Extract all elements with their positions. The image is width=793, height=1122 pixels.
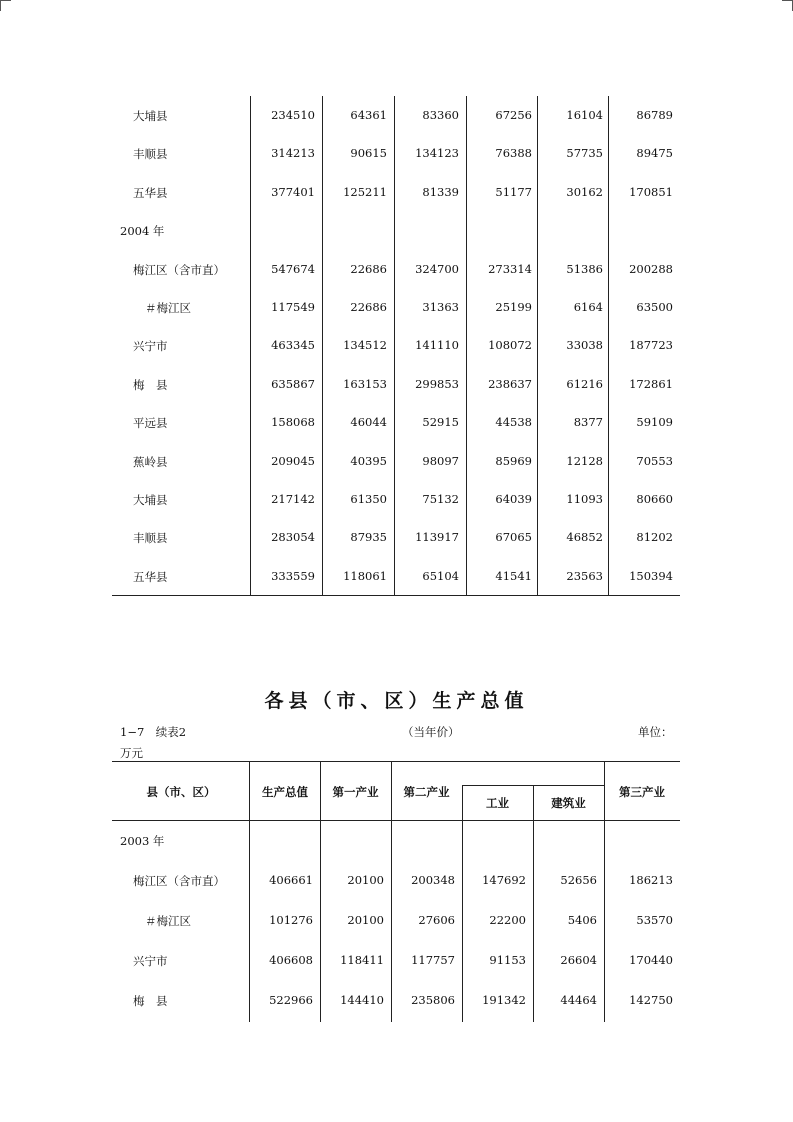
column-divider [394,96,395,595]
table-cell: 118061 [343,568,387,583]
row-label: ＃梅江区 [145,301,191,315]
table-cell: 81339 [422,184,459,199]
table-cell: 170440 [629,953,673,967]
table-cell: 86789 [636,108,673,122]
table-cell: 333559 [271,568,315,583]
table-cell: 5406 [567,913,597,927]
row-label: 兴宁市 [133,339,168,354]
column-divider [391,761,392,1022]
table-cell: 147692 [482,873,526,887]
table-cell: 134512 [343,338,387,353]
page-title: 各县（市、区）生产总值 [264,690,529,712]
row-label: 丰顺县 [133,147,168,162]
row-label: 五华县 [133,569,168,584]
table-cell: 61216 [566,376,603,391]
table-cell: 170851 [629,184,673,199]
header-county: 县（市、区） [146,785,216,799]
price-note: （当年价） [402,725,460,739]
table-cell: 141110 [415,338,459,353]
column-divider [466,96,467,595]
table-cell: 70553 [636,453,673,468]
table-cell: 406661 [269,873,313,887]
table-cell: 40395 [350,453,387,468]
header-secondary: 第二产业 [403,785,450,799]
table-number: 1−7 续表2 [120,725,187,739]
table-cell: 64361 [350,108,387,122]
header-bottom-rule [112,820,680,821]
table-cell: 90615 [350,146,387,161]
table-cell: 118411 [340,953,384,967]
table-cell: 53570 [636,913,673,927]
table-cell: 83360 [422,108,459,122]
table-cell: 64039 [495,492,532,506]
row-label: 丰顺县 [133,531,168,546]
table-top-rule [112,761,680,762]
table-cell: 67256 [495,108,532,122]
table-cell: 51386 [566,261,603,276]
table-cell: 299853 [415,376,459,391]
table-cell: 273314 [488,261,532,276]
table-cell: 51177 [495,184,532,199]
table-cell: 217142 [271,492,315,506]
table-cell: 324700 [415,261,459,276]
column-divider [320,761,321,1022]
table-cell: 11093 [566,492,603,506]
column-divider [249,761,250,1022]
table-cell: 142750 [629,993,673,1007]
table-cell: 463345 [271,338,315,353]
table-cell: 163153 [343,376,387,391]
table-cell: 75132 [422,492,459,506]
table-cell: 101276 [269,913,313,927]
table-cell: 25199 [495,300,532,314]
row-label: 梅 县 [133,377,168,392]
table-cell: 200348 [411,873,455,887]
table-cell: 125211 [343,184,387,199]
table-cell: 65104 [422,568,459,583]
table-cell: 59109 [636,415,673,430]
row-label: 梅江区（含市直） [133,262,225,277]
table-cell: 522966 [269,993,313,1007]
table-cell: 238637 [488,376,532,391]
row-label: 梅 县 [133,994,168,1008]
header-gdp: 生产总值 [262,785,308,799]
table-cell: 191342 [482,993,526,1007]
table-cell: 406608 [269,953,313,967]
row-label: 大埔县 [133,493,168,507]
row-label: 平远县 [133,416,168,431]
page-corner-mark [0,0,11,11]
table-cell: 158068 [271,415,315,430]
table-cell: 41541 [495,568,532,583]
table-cell: 81202 [636,530,673,545]
column-divider [608,96,609,595]
table-cell: 44464 [560,993,597,1007]
header-industry: 工业 [486,796,509,810]
column-divider [533,785,534,1022]
table-cell: 46852 [566,530,603,545]
table-cell: 52915 [422,415,459,430]
table-cell: 547674 [271,261,315,276]
table-cell: 63500 [636,300,673,314]
header-primary: 第一产业 [332,785,379,799]
table-cell: 22686 [350,261,387,276]
unit-value: 万元 [120,746,143,760]
table-cell: 30162 [566,184,603,199]
table-cell: 52656 [560,873,597,887]
column-divider [462,785,463,1022]
table-cell: 234510 [271,108,315,122]
year-label: 2004 年 [120,224,165,239]
table-cell: 91153 [489,953,526,967]
row-label: 梅江区（含市直） [133,874,225,888]
table-cell: 200288 [629,261,673,276]
table-cell: 117757 [411,953,455,967]
table-cell: 87935 [350,530,387,545]
table-cell: 57735 [566,146,603,161]
table-cell: 85969 [495,453,532,468]
table-cell: 134123 [415,146,459,161]
table-cell: 209045 [271,453,315,468]
table-cell: 635867 [271,376,315,391]
header-tertiary: 第三产业 [619,785,665,799]
table-cell: 283054 [271,530,315,545]
table-bottom-rule [112,595,680,596]
table-cell: 27606 [418,913,455,927]
table-cell: 98097 [422,453,459,468]
table-cell: 80660 [636,492,673,506]
table-cell: 76388 [495,146,532,161]
table-cell: 31363 [422,300,459,314]
row-label: 兴宁市 [133,954,168,968]
row-label: 五华县 [133,185,168,200]
table-cell: 20100 [347,873,384,887]
column-divider [322,96,323,595]
row-label: 蕉岭县 [133,454,168,469]
table-cell: 23563 [566,568,603,583]
table-cell: 186213 [629,873,673,887]
table-cell: 6164 [573,300,603,314]
table-cell: 172861 [629,376,673,391]
column-divider [604,761,605,1022]
table-cell: 44538 [495,415,532,430]
table-cell: 67065 [495,530,532,545]
table-cell: 377401 [271,184,315,199]
table-cell: 89475 [636,146,673,161]
table-cell: 113917 [415,530,459,545]
table-cell: 33038 [566,338,603,353]
table-cell: 150394 [629,568,673,583]
table-cell: 12128 [566,453,603,468]
table-cell: 61350 [350,492,387,506]
table-cell: 314213 [271,146,315,161]
column-divider [537,96,538,595]
table-cell: 144410 [340,993,384,1007]
table-cell: 187723 [629,338,673,353]
header-construction: 建筑业 [551,796,586,810]
table-cell: 22200 [489,913,526,927]
row-label: 大埔县 [133,109,168,123]
table-cell: 235806 [411,993,455,1007]
page-corner-mark [782,0,793,11]
table-cell: 16104 [566,108,603,122]
table-cell: 8377 [573,415,603,430]
row-label: ＃梅江区 [145,914,191,928]
unit-label: 单位： [638,725,673,739]
column-divider [250,96,251,595]
table-cell: 20100 [347,913,384,927]
table-cell: 26604 [560,953,597,967]
table-cell: 117549 [271,300,315,314]
table-cell: 22686 [350,300,387,314]
year-label: 2003 年 [120,834,165,848]
table-cell: 46044 [350,415,387,430]
table-cell: 108072 [488,338,532,353]
